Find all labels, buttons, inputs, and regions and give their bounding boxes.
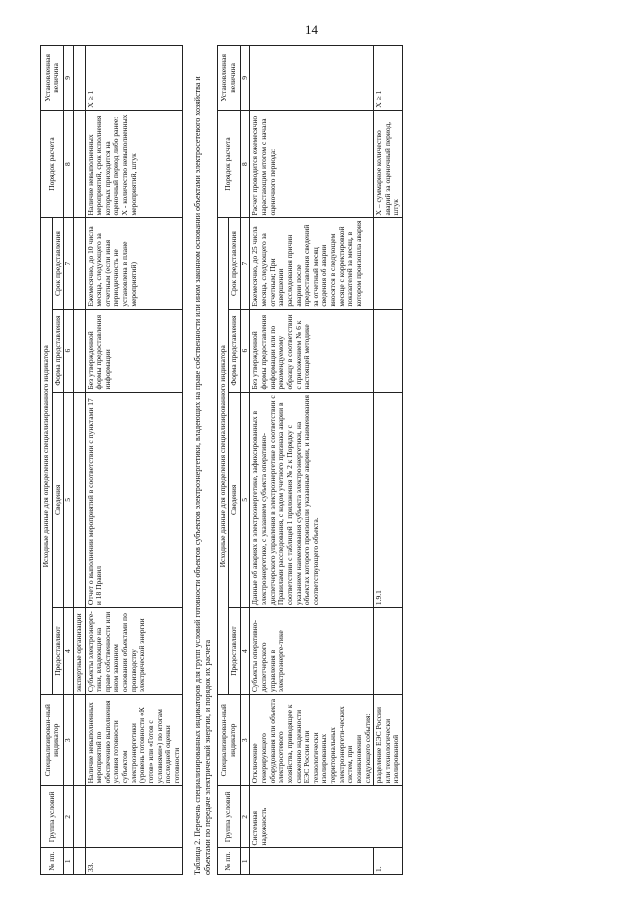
t2-header-indicator: Специализирован-ный индикатор <box>217 695 240 786</box>
col-num: 5 <box>240 392 250 608</box>
t1-header-info: Сведения <box>52 392 64 608</box>
t2-header-term: Срок представления <box>229 218 241 309</box>
row-info: Данные об авариях в электроэнергетике, зафиксированных в электроэнергетике, с указанием субъекта оперативно-диспетчерского управления в электроэнергетике в соответствии с Правилами расследования, с кодом учетного признака аварии в соответствии с таблицей 1 приложения № 2 к Порядку с указанием наименования субъекта электроэнергетики, на объектах которого произошли указанные аварии, и наименования соответствующего объекта. <box>250 392 374 608</box>
row-value: X ≥ 1 <box>85 46 183 111</box>
t1-header-term: Срок представления <box>52 218 64 309</box>
col-num: 1 <box>64 848 74 875</box>
t2-header-order: Порядок расчета <box>217 110 240 218</box>
t1-header-group: Группа условий <box>41 786 64 848</box>
t2-header-source: Исходные данные для определения специализированного индикатора <box>217 218 229 695</box>
table-1 <box>40 45 183 875</box>
row-order: Наличие невыполненных мероприятий, срок исполнения которых приходится на оценочный период либо ранее: X - количество невыполненных мероприятий, штук <box>85 110 183 218</box>
col-num: 7 <box>240 218 250 309</box>
t2-header-no: № пп. <box>217 848 240 875</box>
col-num: 2 <box>240 786 250 848</box>
rotated-page-content <box>40 45 600 875</box>
table-row <box>85 46 183 875</box>
t2-header-info: Сведения <box>229 392 241 608</box>
t2-header-form: Форма представления <box>229 309 241 392</box>
row-indicator: Наличие невыполненных мероприятий по обеспечению выполнения условия готовности субъектом электроэнергетики (уровень готовности «К готов» или «Готов с условиями») по итогам последней оценки готовности <box>85 695 183 786</box>
row-no: 33. <box>85 848 183 875</box>
row-term: Ежемесячно, до 25 числа месяца, следующего за отчетным; При завершении расследования причин аварии после предоставления сведений за отчетный месяц сведения об аварии вносятся в следующем месяце с корректировкой показателей за месяц, в котором произошла авария <box>250 218 374 309</box>
col-num: 6 <box>64 309 74 392</box>
row-group: Системная надежность <box>250 786 403 848</box>
table-row <box>374 46 403 875</box>
row-form: Без утвержденной формы предоставления информации <box>85 309 183 392</box>
col-num: 4 <box>64 608 74 695</box>
row-indicator: разделение ЕЭС России или технологически изолированной <box>374 695 403 786</box>
row-provider: Субъекты электроэнерге-тики, владеющие на праве собственности или ином законном основании объектами по производству электрической энергии <box>85 608 183 695</box>
t1-header-value: Установленная величина <box>41 46 64 111</box>
row-provider: Субъекты оперативно-диспетчерского управления в электроэнерге-тике <box>250 608 374 695</box>
t2-number-row <box>240 46 250 875</box>
col-num: 9 <box>240 46 250 111</box>
row-group <box>85 786 183 848</box>
row-order: X – суммарное количество аварий за оценочный период, штук <box>374 110 403 218</box>
row-order: Расчет проводится ежемесячно нарастающим итогом с начала оценочного периода: <box>250 110 374 218</box>
col-num: 4 <box>240 608 250 695</box>
t1-header-form: Форма представления <box>52 309 64 392</box>
table-2 <box>217 45 404 875</box>
page-number: 14 <box>305 22 318 37</box>
t1-header-provider: Предоставляют <box>52 608 64 695</box>
row-term: Ежемесячно, до 10 числа месяца, следующего за отчетным (если иная периодичность не установлена в плане мероприятий) <box>85 218 183 309</box>
t1-header-no: № пп. <box>41 848 64 875</box>
row-form: Без утвержденной формы предоставления информации или по рекомендуемому образцу в соответствии с приложением № 6 к настоящей методике <box>250 309 374 392</box>
table-row <box>250 46 374 875</box>
col-num: 5 <box>64 392 74 608</box>
row-value: X ≥ 1 <box>374 46 403 111</box>
row-indicator: Отключение генерирующего оборудования или объекта электросетевого хозяйства, приводящее к снижению надежности ЕЭС России или технологически изолированных территориальных электроэнергети-ческих систем, при возникновении следующего события: <box>250 695 374 786</box>
t1-header-indicator: Специализирован-ный индикатор <box>41 695 64 786</box>
row-info: Отчет о выполнении мероприятий в соответствии с пунктами 17 и 18 Правил <box>85 392 183 608</box>
col-num: 7 <box>64 218 74 309</box>
row-no: 1. <box>374 848 403 875</box>
t1-number-row <box>64 46 74 875</box>
table-2-caption: Таблица 2. Перечень специализированных индикаторов для групп условий готовности объектов субъектов электроэнергетики, владеющих на праве собственности или ином законном основании объектами электросетевого хозяйства и объектами по передаче электрической энергии, и порядок их расчета <box>193 76 212 875</box>
t2-header-provider: Предоставляют <box>229 608 241 695</box>
col-num: 8 <box>240 110 250 218</box>
col-num: 1 <box>240 848 250 875</box>
col-num: 9 <box>64 46 74 111</box>
t1-header-source: Исходные данные для определения специализированного индикатора <box>41 218 53 695</box>
t1-header-order: Порядок расчета <box>41 110 64 218</box>
col-num: 6 <box>240 309 250 392</box>
col-num: 8 <box>64 110 74 218</box>
col-num: 3 <box>240 695 250 786</box>
t2-header-value: Установленная величина <box>217 46 240 111</box>
row-info: 1.9.1 <box>374 392 403 608</box>
col-num: 3 <box>64 695 74 786</box>
t2-header-group: Группа условий <box>217 786 240 848</box>
t1-pre-provider: экспертные организации <box>73 608 85 695</box>
t1-continuation-row <box>73 46 85 875</box>
col-num: 2 <box>64 786 74 848</box>
